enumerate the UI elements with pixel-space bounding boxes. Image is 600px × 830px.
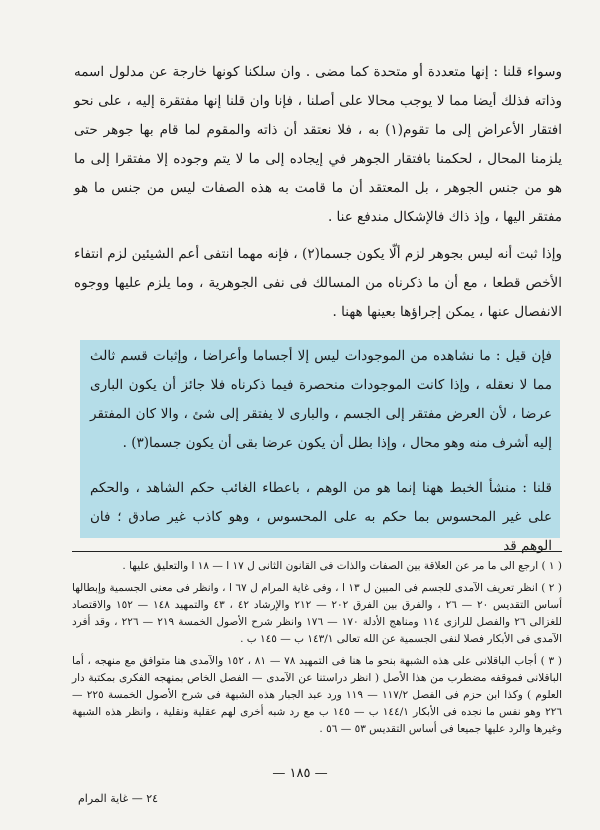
footnote-divider	[72, 551, 562, 552]
footnote-3: ( ٣ ) أجاب الباقلانى على هذه الشبهة بنحو ما هنا فى التمهيد ٧٨ — ٨١ ، ١٥٢ والآمدى هنا متوافق مع منهجه ، أما الباقلانى فموقفه مضطرب من هذا الأصل ( انظر دراستنا عن الآمدى — الفصل الخاص بمنهجه الفكرى بمكتبة دار العلوم ) وكذا ابن حزم فى الفصل ١١٧/٢ — ١١٩ ورد عبد الجبار هذه الشبهة فى شرح الأصول الخمسة ٢٢٥ — ٢٢٦ وهو نفس ما نجده فى الأبكار ١٤٤/١ ب — ١٤٥ ب مع رد شبه أخرى لهم عقلية ونقلية ، وانظر هذه الشبهة وغيرها والرد عليها جميعا فى أساس التقديس ٥٣ — ٥٦ .	[72, 655, 562, 735]
footnotes	[72, 558, 562, 743]
body-paragraph-2: وإذا ثبت أنه ليس بجوهر لزم ألّا يكون جسما(٢) ، فإنه مهما انتفى أعم الشيئين لزم انتفاء الأخص قطعا ، مع أن ما ذكرناه من المسالك فى نفى الجوهرية ، وما يلزم عليها ووجوه الانفصال عنها ، يمكن إجراؤها بعينها ههنا .	[74, 246, 562, 320]
running-footer: ٢٤ — غاية المرام	[78, 792, 159, 805]
highlighted-paragraph-2: قلنا : منشأ الخبط ههنا إنما هو من الوهم ، باعطاء الغائب حكم الشاهد ، والحكم على غير المحسوس بما حكم به على المحسوس ، وهو كاذب غير صادق ؛ فان الوهم قد	[90, 480, 552, 554]
highlighted-paragraph-1: فإن قيل : ما نشاهده من الموجودات ليس إلا أجساما وأعراضا ، وإثبات قسم ثالث مما لا نعقله ، وإذا كانت الموجودات منحصرة فيما ذكرناه فلا جائز أن يكون البارى عرضا ، لأن العرض مفتقر إلى الجسم ، والبارى لا يفتقر إلى شئ ، والا كان المفتقر إليه أشرف منه وهو محال ، وإذا بطل أن يكون عرضا بقى أن يكون جسما(٣) .	[90, 348, 552, 451]
page-number: — ١٨٥ —	[272, 766, 328, 781]
footnote-1: ( ١ ) ارجع الى ما مر عن العلاقة بين الصفات والذات فى القانون الثانى ل ١٧ ا — ١٨ ا والتعليق عليها .	[122, 560, 562, 572]
body-paragraph-1: وسواء قلنا : إنها متعددة أو متحدة كما مضى . وان سلكنا كونها خارجة عن مدلول اسمه وذاته فذلك أيضا مما لا يوجب محالا على أصلنا ، فإنا وان قلنا إنها مفتقرة إليه ، على نحو افتقار الأعراض إلى ما تقوم(١) به ، فلا نعتقد أن ذاته والمقوم لما قام بها جوهر حتى يلزمنا المحال ، لحكمنا بافتقار الجوهر في إيجاده إلى ما لا يتم وجوده إلا مفتقرا إلى ما هو من جنس الجوهر ، بل المعتقد أن ما قامت به هذه الصفات ليس من جنس ما هو مفتقر اليها ، وإذ ذاك فالإشكال مندفع عنا .	[74, 64, 563, 225]
footnote-2: ( ٢ ) انظر تعريف الآمدى للجسم فى المبين ل ١٣ ا ، وفى غاية المرام ل ٦٧ ا ، وانظر فى معنى الجسمية وإبطالها أساس التقديس ٢٠ — ٢٦ ، والفرق بين الفرق ٢٠٢ — ٢١٢ والإرشاد ٤٢ ، ٤٣ والتمهيد ١٤٨ — ١٥٢ والاقتصاد للغزالى ٢٦ والفصل للرازى ١١٤ ومناهج الأدلة ١٧٠ — ١٧٦ وانظر شرح الأصول الخمسة ٢١٩ — ٢٢٦ ، وقد أفرد الآمدى فى الأبكار فصلا لنفى الجسمية عن الله تعالى ١٤٣/١ ب — ١٤٥ ب .	[72, 582, 562, 645]
